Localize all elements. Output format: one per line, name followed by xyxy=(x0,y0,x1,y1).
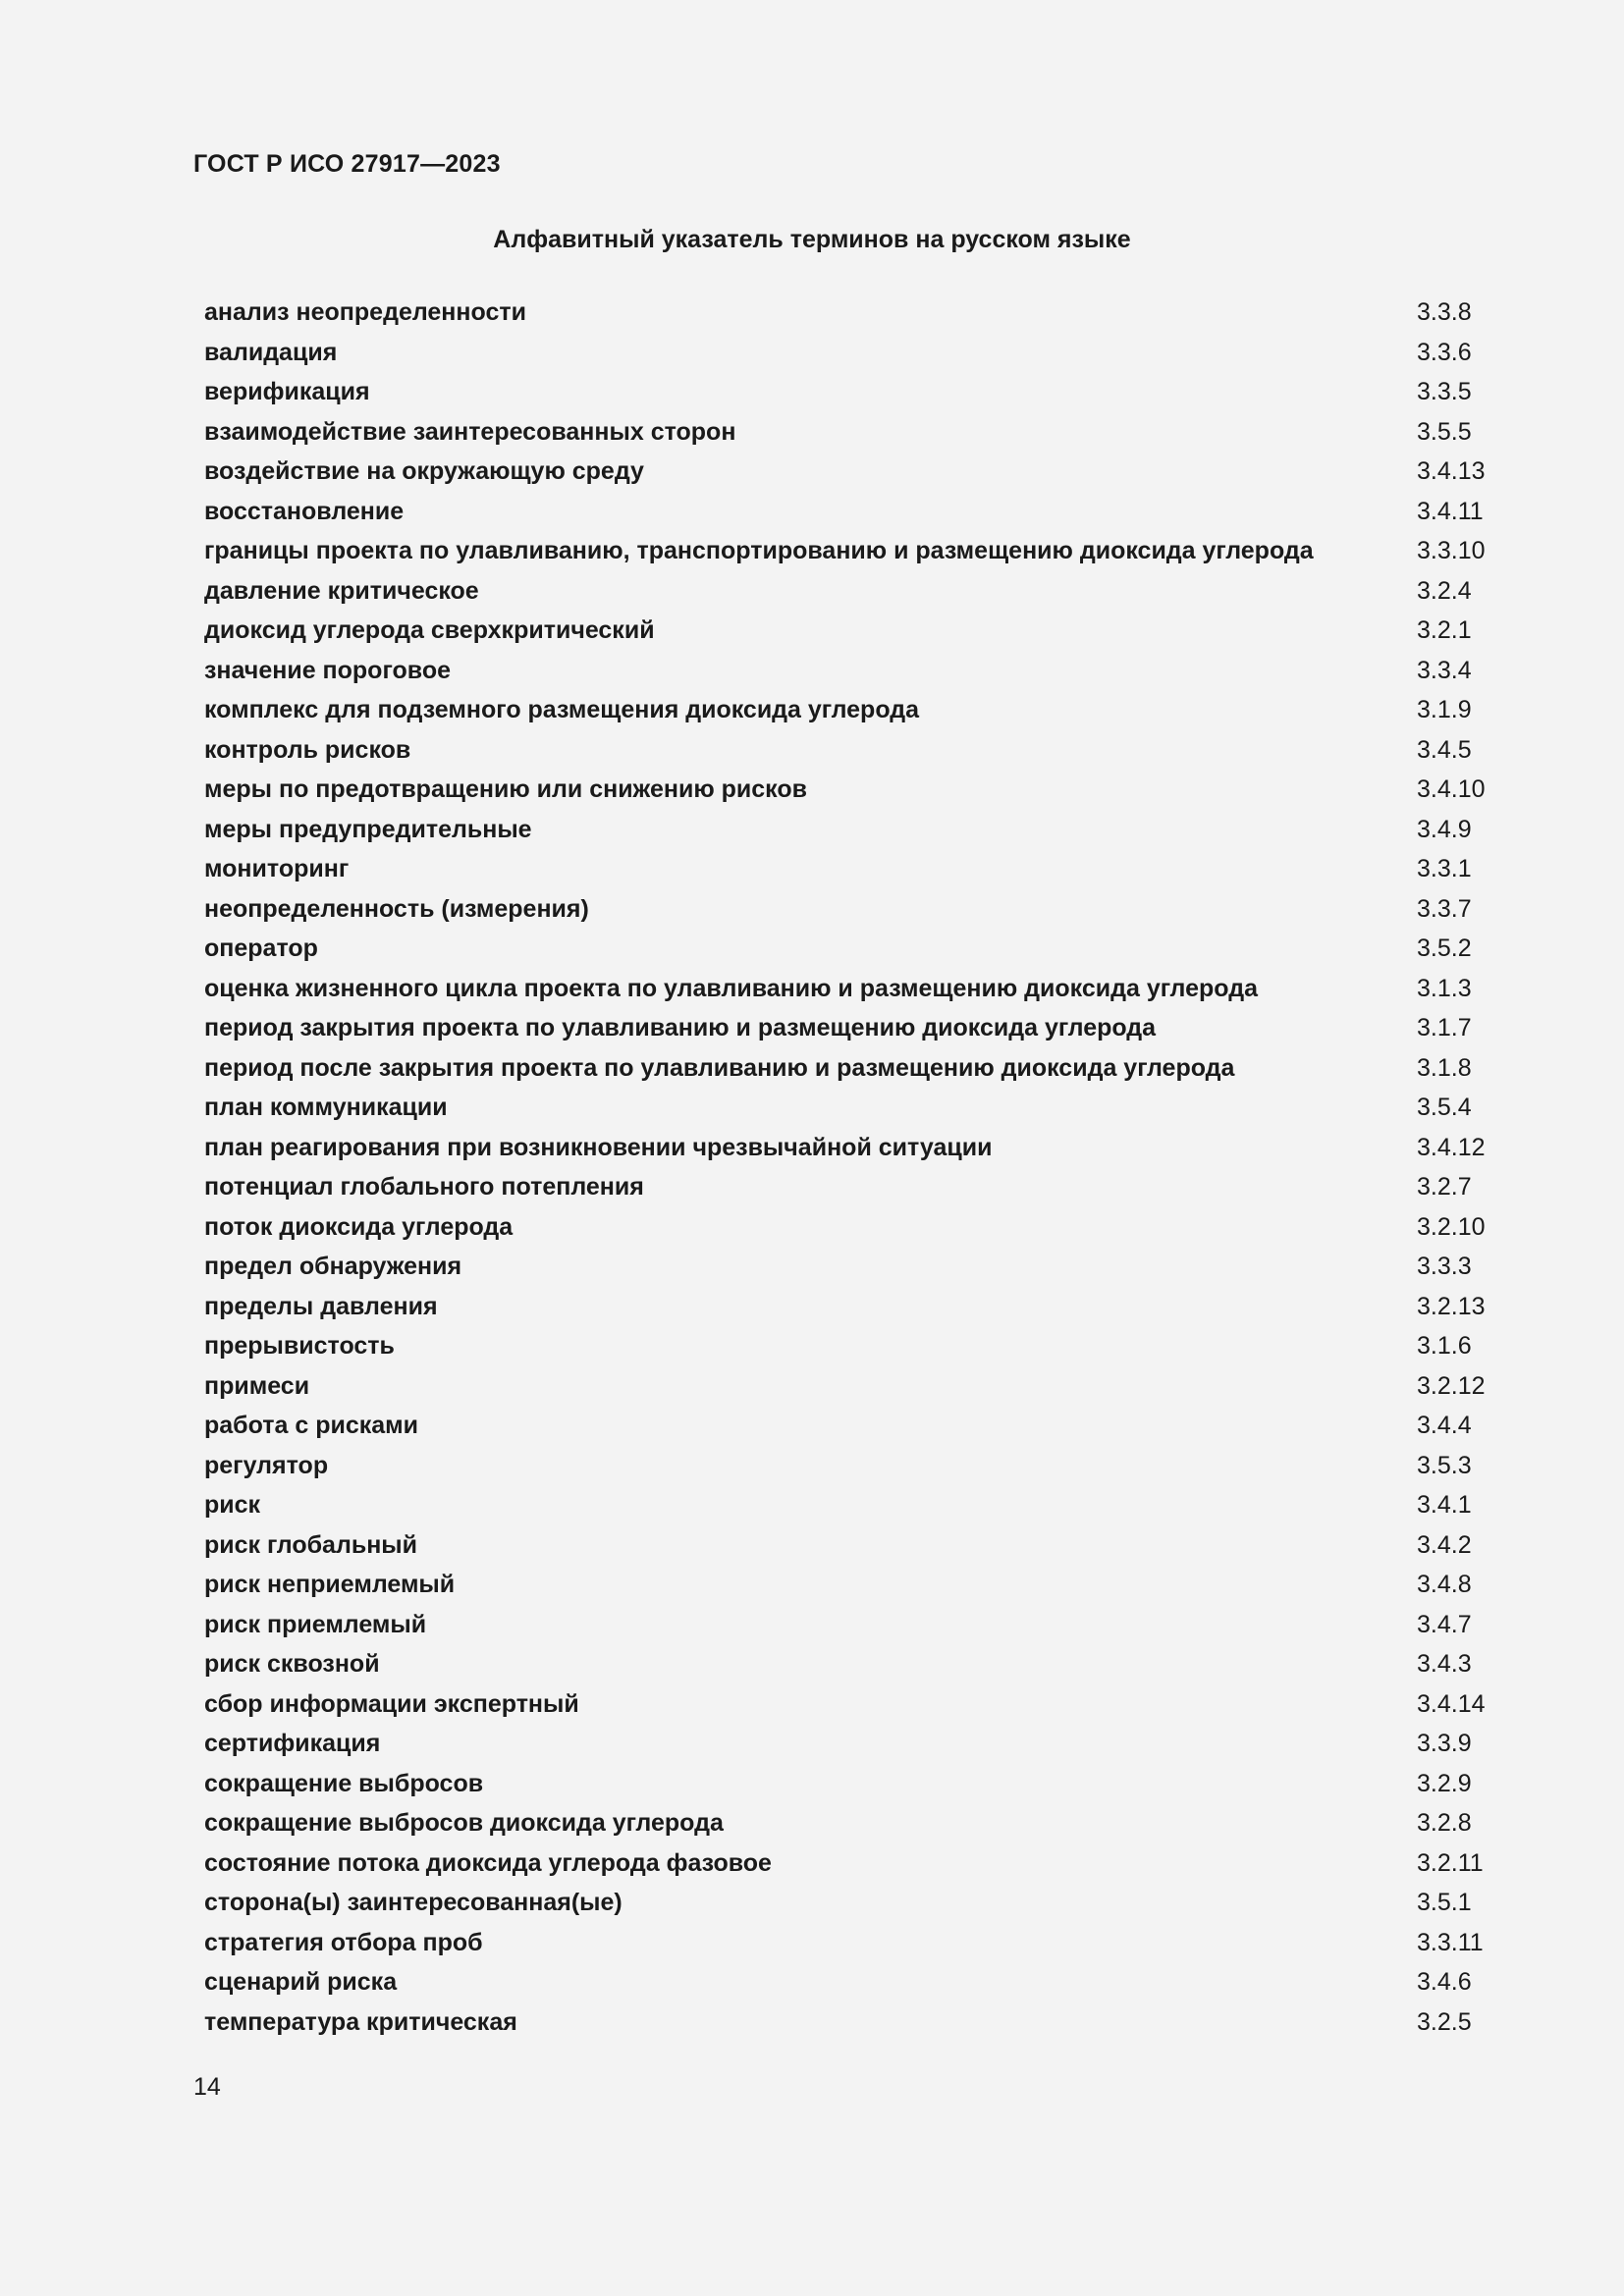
index-term: риск сквозной xyxy=(204,1650,380,1678)
index-entry xyxy=(204,1527,1490,1568)
index-reference: 3.1.8 xyxy=(1417,1053,1472,1082)
index-term: примеси xyxy=(204,1371,310,1400)
index-term: период закрытия проекта по улавливанию и размещению диоксида углерода xyxy=(204,1014,1157,1041)
index-term: план реагирования при возникновении чрезвычайной ситуации xyxy=(204,1133,993,1161)
index-reference: 3.4.3 xyxy=(1417,1650,1472,1678)
index-entry xyxy=(204,732,1490,773)
index-entry xyxy=(204,1328,1490,1368)
index-entry xyxy=(204,812,1490,852)
index-term: границы проекта по улавливанию, транспортированию и размещению диоксида углерода xyxy=(204,537,1314,564)
index-term: температура критическая xyxy=(204,2007,517,2036)
index-reference: 3.4.4 xyxy=(1417,1412,1472,1439)
index-entry xyxy=(204,931,1490,971)
index-term: поток диоксида углерода xyxy=(204,1212,514,1241)
index-term: риск xyxy=(204,1491,261,1519)
index-entry xyxy=(204,1925,1490,1965)
index-term: валидация xyxy=(204,338,338,366)
index-term: диоксид углерода сверхкритический xyxy=(204,616,655,644)
index-entry xyxy=(204,1448,1490,1488)
index-term: взаимодействие заинтересованных сторон xyxy=(204,417,736,446)
index-entry xyxy=(204,454,1490,494)
index-entry xyxy=(204,1249,1490,1289)
index-entry xyxy=(204,1408,1490,1448)
index-reference: 3.2.11 xyxy=(1417,1848,1484,1877)
index-term: верификация xyxy=(204,378,370,405)
index-term: сторона(ы) заинтересованная(ые) xyxy=(204,1889,623,1916)
index-reference: 3.3.11 xyxy=(1417,1928,1484,1956)
index-reference: 3.4.13 xyxy=(1417,457,1486,485)
index-reference: 3.4.7 xyxy=(1417,1610,1472,1638)
index-entry xyxy=(204,1368,1490,1409)
index-term: анализ неопределенности xyxy=(204,298,526,326)
index-reference: 3.5.4 xyxy=(1417,1094,1472,1121)
index-term: сбор информации экспертный xyxy=(204,1689,579,1718)
index-term: оператор xyxy=(204,934,318,962)
index-term: неопределенность (измерения) xyxy=(204,894,589,923)
index-term: сертификация xyxy=(204,1730,381,1757)
index-term: пределы давления xyxy=(204,1292,438,1320)
index-reference: 3.2.5 xyxy=(1417,2007,1472,2036)
index-reference: 3.4.11 xyxy=(1417,497,1484,525)
index-entry xyxy=(204,851,1490,891)
index-reference: 3.2.10 xyxy=(1417,1212,1486,1241)
index-reference: 3.3.8 xyxy=(1417,298,1472,326)
index-entry xyxy=(204,294,1490,335)
index-reference: 3.5.1 xyxy=(1417,1889,1472,1916)
index-reference: 3.2.7 xyxy=(1417,1173,1472,1201)
index-entry xyxy=(204,1169,1490,1209)
page-number: 14 xyxy=(193,2073,221,2101)
index-entry xyxy=(204,1090,1490,1130)
index-reference: 3.4.1 xyxy=(1417,1491,1472,1519)
index-reference: 3.2.13 xyxy=(1417,1292,1486,1320)
index-reference: 3.3.5 xyxy=(1417,378,1472,405)
index-term: мониторинг xyxy=(204,855,350,882)
index-reference: 3.1.9 xyxy=(1417,696,1472,723)
index-reference: 3.4.2 xyxy=(1417,1530,1472,1559)
index-term: риск приемлемый xyxy=(204,1610,427,1638)
index-reference: 3.3.1 xyxy=(1417,855,1472,882)
index-entry xyxy=(204,533,1490,573)
term-index-list xyxy=(204,294,1490,2044)
index-term: воздействие на окружающую среду xyxy=(204,457,644,485)
index-reference: 3.2.9 xyxy=(1417,1769,1472,1797)
document-header: ГОСТ Р ИСО 27917—2023 xyxy=(193,150,501,178)
index-entry xyxy=(204,613,1490,653)
index-term: контроль рисков xyxy=(204,735,411,764)
index-reference: 3.4.10 xyxy=(1417,775,1486,803)
index-reference: 3.3.4 xyxy=(1417,656,1472,684)
index-reference: 3.1.3 xyxy=(1417,974,1472,1002)
index-term: состояние потока диоксида углерода фазовое xyxy=(204,1848,772,1877)
index-term: прерывистость xyxy=(204,1332,395,1360)
index-entry xyxy=(204,1845,1490,1886)
index-entry xyxy=(204,1885,1490,1925)
index-term: меры по предотвращению или снижению рисков xyxy=(204,775,807,803)
index-entry xyxy=(204,1010,1490,1050)
index-term: сценарий риска xyxy=(204,1968,398,1996)
index-entry xyxy=(204,653,1490,693)
index-entry xyxy=(204,891,1490,932)
index-reference: 3.5.3 xyxy=(1417,1451,1472,1479)
index-reference: 3.4.5 xyxy=(1417,735,1472,764)
index-entry xyxy=(204,414,1490,454)
index-reference: 3.5.5 xyxy=(1417,417,1472,446)
index-entry xyxy=(204,1646,1490,1686)
index-entry xyxy=(204,1805,1490,1845)
index-term: сокращение выбросов диоксида углерода xyxy=(204,1809,724,1837)
index-reference: 3.3.6 xyxy=(1417,338,1472,366)
index-term: комплекс для подземного размещения диоксида углерода xyxy=(204,696,920,723)
index-title: Алфавитный указатель терминов на русском языке xyxy=(493,226,1131,253)
index-term: оценка жизненного цикла проекта по улавливанию и размещению диоксида углерода xyxy=(204,974,1258,1002)
index-entry xyxy=(204,1050,1490,1091)
index-reference: 3.2.1 xyxy=(1417,616,1472,644)
index-term: потенциал глобального потепления xyxy=(204,1173,644,1201)
index-reference: 3.4.9 xyxy=(1417,815,1472,843)
index-term: предел обнаружения xyxy=(204,1253,462,1280)
index-reference: 3.3.9 xyxy=(1417,1730,1472,1757)
index-entry xyxy=(204,1567,1490,1607)
index-reference: 3.3.3 xyxy=(1417,1253,1472,1280)
index-entry xyxy=(204,1289,1490,1329)
index-reference: 3.3.10 xyxy=(1417,537,1486,564)
index-reference: 3.4.14 xyxy=(1417,1689,1486,1718)
index-reference: 3.5.2 xyxy=(1417,934,1472,962)
index-term: работа с рисками xyxy=(204,1412,419,1439)
index-reference: 3.1.6 xyxy=(1417,1332,1472,1360)
index-term: значение пороговое xyxy=(204,656,452,684)
index-reference: 3.4.6 xyxy=(1417,1968,1472,1996)
index-reference: 3.3.7 xyxy=(1417,894,1472,923)
index-term: период после закрытия проекта по улавливанию и размещению диоксида углерода xyxy=(204,1053,1235,1082)
index-term: давление критическое xyxy=(204,576,479,605)
index-entry xyxy=(204,494,1490,534)
index-term: восстановление xyxy=(204,497,405,525)
index-reference: 3.1.7 xyxy=(1417,1014,1472,1041)
index-entry xyxy=(204,971,1490,1011)
index-entry xyxy=(204,1726,1490,1766)
index-entry xyxy=(204,1766,1490,1806)
index-term: регулятор xyxy=(204,1451,329,1479)
index-entry xyxy=(204,692,1490,732)
index-reference: 3.2.8 xyxy=(1417,1809,1472,1837)
index-term: риск неприемлемый xyxy=(204,1571,456,1598)
index-term: сокращение выбросов xyxy=(204,1769,484,1797)
index-entry xyxy=(204,1487,1490,1527)
index-entry xyxy=(204,1130,1490,1170)
index-entry xyxy=(204,573,1490,614)
index-entry xyxy=(204,374,1490,414)
index-entry xyxy=(204,1964,1490,2004)
index-reference: 3.4.8 xyxy=(1417,1571,1472,1598)
index-entry xyxy=(204,1607,1490,1647)
index-entry xyxy=(204,1686,1490,1727)
index-entry xyxy=(204,335,1490,375)
index-entry xyxy=(204,1209,1490,1250)
index-term: меры предупредительные xyxy=(204,815,532,843)
index-term: план коммуникации xyxy=(204,1094,448,1121)
index-reference: 3.2.4 xyxy=(1417,576,1472,605)
index-reference: 3.4.12 xyxy=(1417,1133,1486,1161)
index-entry xyxy=(204,772,1490,812)
index-entry xyxy=(204,2004,1490,2045)
index-term: риск глобальный xyxy=(204,1530,418,1559)
index-reference: 3.2.12 xyxy=(1417,1371,1486,1400)
index-term: стратегия отбора проб xyxy=(204,1928,483,1956)
